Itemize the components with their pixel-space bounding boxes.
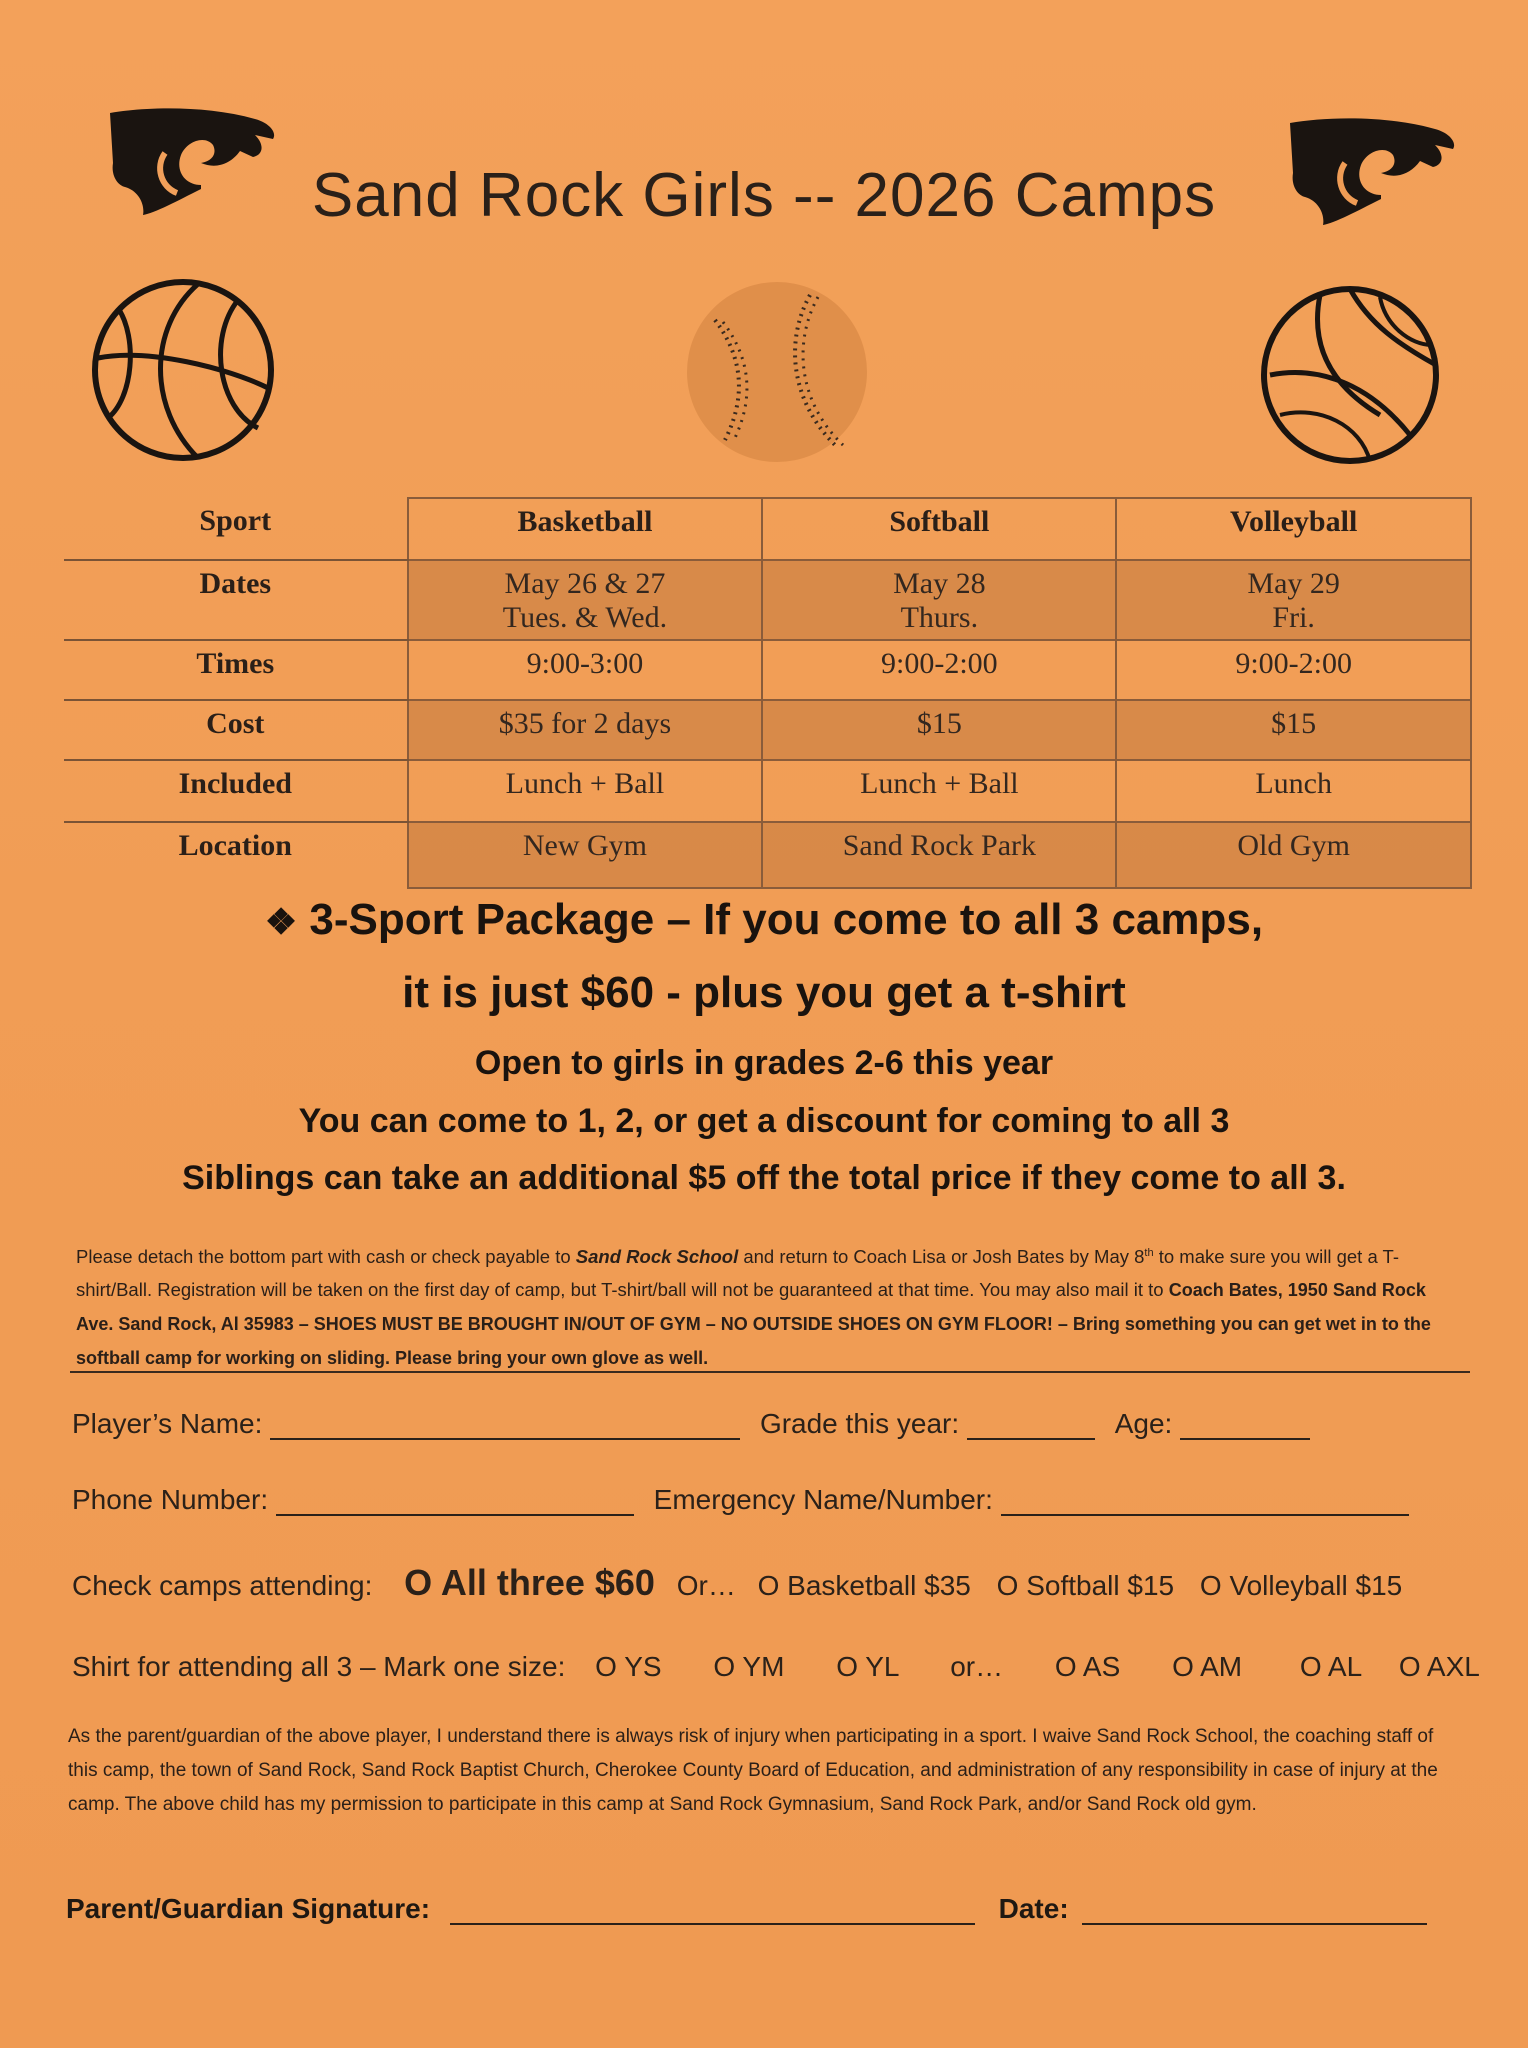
diamond-bullet-icon: ❖: [264, 901, 298, 942]
softball-icon: [685, 280, 870, 465]
date-field[interactable]: [1082, 1899, 1427, 1925]
camps-row: [72, 1562, 1402, 1604]
softball-checkbox[interactable]: O Softball $15: [996, 1570, 1175, 1601]
grade-label: Grade this year:: [759, 1408, 960, 1439]
row-label: Included: [64, 760, 408, 822]
page-title: Sand Rock Girls -- 2026 Camps: [311, 161, 1217, 230]
size-yl-checkbox[interactable]: O YL: [836, 1651, 899, 1682]
table-row: [64, 760, 1471, 822]
shirt-row: [72, 1651, 1480, 1683]
date-label: Date:: [998, 1893, 1069, 1924]
notice-text: and return to Coach Lisa or Josh Bates by May 8: [738, 1246, 1145, 1268]
all-three-checkbox[interactable]: O All three $60: [404, 1562, 655, 1603]
emergency-label: Emergency Name/Number:: [653, 1484, 993, 1515]
signature-row: [66, 1893, 1427, 1925]
size-am-checkbox[interactable]: O AM: [1172, 1651, 1243, 1682]
signature-field[interactable]: [450, 1899, 975, 1925]
size-ym-checkbox[interactable]: O YM: [713, 1651, 785, 1682]
size-ys-checkbox[interactable]: O YS: [595, 1651, 662, 1682]
signature-label: Parent/Guardian Signature:: [66, 1893, 431, 1924]
superscript: th: [1144, 1247, 1154, 1259]
size-al-checkbox[interactable]: O AL: [1299, 1651, 1362, 1682]
table-cell: $15: [1116, 700, 1471, 760]
notice-text: Please detach the bottom part with cash or check payable to: [76, 1246, 576, 1268]
volleyball-checkbox[interactable]: O Volleyball $15: [1199, 1570, 1403, 1601]
column-header: Softball: [762, 498, 1116, 560]
table-row: [64, 700, 1471, 760]
table-cell: [1116, 560, 1471, 640]
player-name-row: [72, 1408, 1310, 1440]
table-row: [64, 560, 1471, 640]
registration-notice: [76, 1237, 1456, 1375]
table-cell: $35 for 2 days: [408, 700, 763, 760]
package-line-2: it is just $60 - plus you get a t-shirt: [402, 968, 1126, 1017]
table-cell: Lunch + Ball: [408, 760, 763, 822]
table-cell: [408, 560, 763, 640]
grades-line: Open to girls in grades 2-6 this year: [474, 1044, 1054, 1082]
table-row: [64, 822, 1471, 888]
or-label: or…: [950, 1651, 1004, 1682]
table-cell: Sand Rock Park: [762, 822, 1116, 888]
detach-line: [70, 1371, 1470, 1373]
table-row: [64, 498, 1471, 560]
table-cell: Lunch: [1116, 760, 1471, 822]
basketball-icon: [88, 278, 278, 463]
days-line: Tues. & Wed.: [502, 601, 668, 634]
column-header: Volleyball: [1116, 498, 1471, 560]
table-cell: 9:00-2:00: [762, 640, 1116, 700]
age-field[interactable]: [1180, 1414, 1310, 1440]
shirt-size-label: Shirt for attending all 3 – Mark one size:: [72, 1651, 566, 1682]
dates-line: May 26 & 27: [504, 567, 666, 600]
table-row: [64, 640, 1471, 700]
days-line: Fri.: [1272, 601, 1315, 634]
table-cell: New Gym: [408, 822, 763, 888]
camp-schedule-table: [64, 497, 1472, 889]
emergency-field[interactable]: [1001, 1490, 1409, 1516]
row-label: Dates: [64, 560, 408, 640]
table-cell: Lunch + Ball: [762, 760, 1116, 822]
phone-row: [72, 1484, 1409, 1516]
days-line: Thurs.: [900, 601, 979, 634]
table-cell: 9:00-2:00: [1116, 640, 1471, 700]
phone-field[interactable]: [276, 1490, 634, 1516]
table-cell: $15: [762, 700, 1116, 760]
siblings-line: Siblings can take an additional $5 off the total price if they come to all 3.: [182, 1159, 1346, 1197]
notice-text: to make sure you will get a T-shirt/Ball. Registration will be taken on the first day of camp, but T-shirt/ball will not be guaranteed at that time. You may also mail it to: [76, 1246, 1399, 1301]
notice-bold-text: Coach Bates, 1950 Sand Rock Ave. Sand Rock, Al 35983 – SHOES MUST BE BROUGHT IN/OUT OF GYM – NO OUTSIDE SHOES ON GYM FLOOR! – Bring something you can get wet in to the softball camp for working on sliding. Please bring your own glove as well.: [76, 1280, 1431, 1369]
discount-line: You can come to 1, 2, or get a discount for coming to all 3: [298, 1102, 1230, 1140]
phone-label: Phone Number:: [72, 1484, 269, 1515]
column-header: Basketball: [408, 498, 763, 560]
row-label: Sport: [64, 498, 408, 560]
row-label: Location: [178, 829, 292, 862]
dates-line: May 29: [1247, 567, 1340, 600]
table-cell: [762, 560, 1116, 640]
check-camps-label: Check camps attending:: [72, 1570, 373, 1601]
table-cell: Old Gym: [1116, 822, 1471, 888]
row-label: Times: [64, 640, 408, 700]
package-headline: 3-Sport Package – If you come to all 3 camps,: [309, 895, 1264, 944]
row-label: Cost: [64, 700, 408, 760]
waiver-text: As the parent/guardian of the above player, I understand there is always risk of injury when participating in a sport. I waive Sand Rock School, the coaching staff of this camp, the town of Sand Rock, Sand Rock Baptist Church, Cherokee County Board of Education, and administration of any responsibility in case of injury at the camp. The above child has my permission to participate in this camp at Sand Rock Gymnasium, Sand Rock Park, and/or Sand Rock old gym.: [68, 1726, 1438, 1815]
school-name: Sand Rock School: [575, 1246, 739, 1268]
table-cell: 9:00-3:00: [408, 640, 763, 700]
package-line-1: [0, 895, 1528, 945]
age-label: Age:: [1114, 1408, 1173, 1439]
basketball-checkbox[interactable]: O Basketball $35: [757, 1570, 971, 1601]
volleyball-icon: [1260, 285, 1440, 465]
player-name-field[interactable]: [270, 1414, 740, 1440]
dates-line: May 28: [893, 567, 986, 600]
size-as-checkbox[interactable]: O AS: [1054, 1651, 1121, 1682]
grade-field[interactable]: [967, 1414, 1095, 1440]
player-name-label: Player’s Name:: [72, 1408, 263, 1439]
size-axl-checkbox[interactable]: O AXL: [1398, 1651, 1480, 1682]
or-label: Or…: [676, 1570, 736, 1601]
